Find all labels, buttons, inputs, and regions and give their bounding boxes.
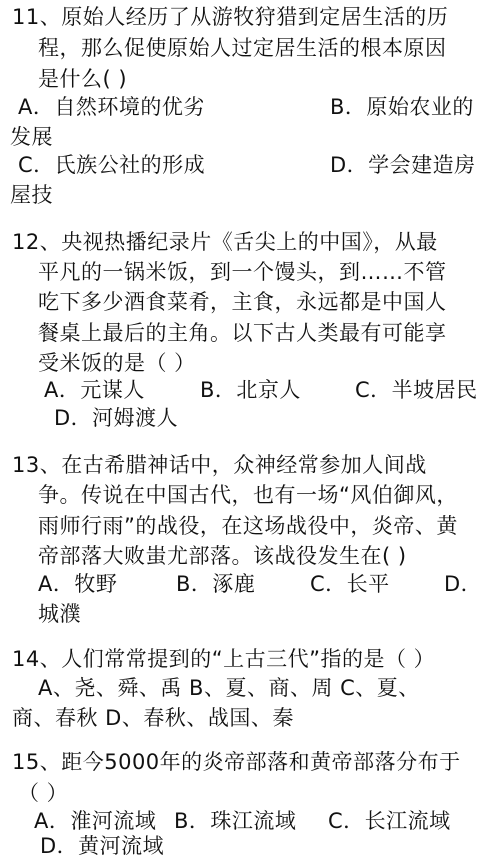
option-d-continued: 城濮: [38, 602, 81, 626]
question-text-line: 受米饭的是（ ）: [38, 351, 196, 375]
option-d-continued: 屋技: [10, 183, 53, 207]
question-text-line: 14、人们常常提到的“上古三代”指的是（ ）: [12, 647, 436, 671]
option-a: A．自然环境的优劣: [18, 95, 205, 119]
question-text-line: 程，那么促使原始人过定居生活的根本原因: [38, 36, 447, 60]
options-line: A、尧、舜、禹 B、夏、商、周 C、夏、: [38, 676, 420, 700]
question-text-line: 15、距今5000年的炎帝部落和黄帝部落分布于: [12, 750, 461, 774]
option-b: B．原始农业的: [330, 95, 474, 119]
option-a: A．淮河流域: [34, 809, 157, 833]
question-text-line: 是什么( ): [38, 67, 128, 91]
question-text-line: 雨师行雨”的战役，在这场战役中，炎帝、黄: [38, 514, 458, 538]
question-text-line: 11、原始人经历了从游牧狩猎到定居生活的历: [12, 5, 449, 29]
option-d: D．学会建造房: [330, 153, 476, 177]
option-a: A．元谋人: [44, 378, 145, 402]
options-line: 商、春秋 D、春秋、战国、秦: [12, 706, 294, 730]
option-c: C．氏族公社的形成: [18, 153, 206, 177]
question-text-line: 平凡的一锅米饭，到一个馒头，到……不管: [38, 260, 447, 284]
question-text-line: 13、在古希腊神话中，众神经常参加人间战: [12, 453, 427, 477]
option-d: D．河姆渡人: [54, 406, 179, 430]
option-a: A．牧野: [38, 572, 118, 596]
question-text-line: 餐桌上最后的主角。以下古人类最有可能享: [38, 321, 447, 345]
question-text-line: （ ）: [18, 781, 69, 805]
option-d: D．黄河流域: [40, 834, 165, 858]
option-c: C．长江流域: [328, 809, 451, 833]
option-b-continued: 发展: [10, 125, 53, 149]
option-b: B．北京人: [200, 378, 301, 402]
option-b: B．涿鹿: [176, 572, 256, 596]
option-b: B．珠江流域: [174, 809, 297, 833]
question-text-line: 争。传说在中国古代，也有一场“风伯御风，: [38, 483, 458, 507]
question-text-line: 吃下多少酒食菜肴，主食，永远都是中国人: [38, 290, 447, 314]
option-c: C．长平: [310, 572, 390, 596]
question-text-line: 帝部落大败蚩尤部落。该战役发生在( ): [38, 544, 407, 568]
option-d: D．: [444, 572, 483, 596]
option-c: C．半坡居民: [355, 378, 478, 402]
question-text-line: 12、央视热播纪录片《舌尖上的中国》，从最: [12, 230, 438, 254]
